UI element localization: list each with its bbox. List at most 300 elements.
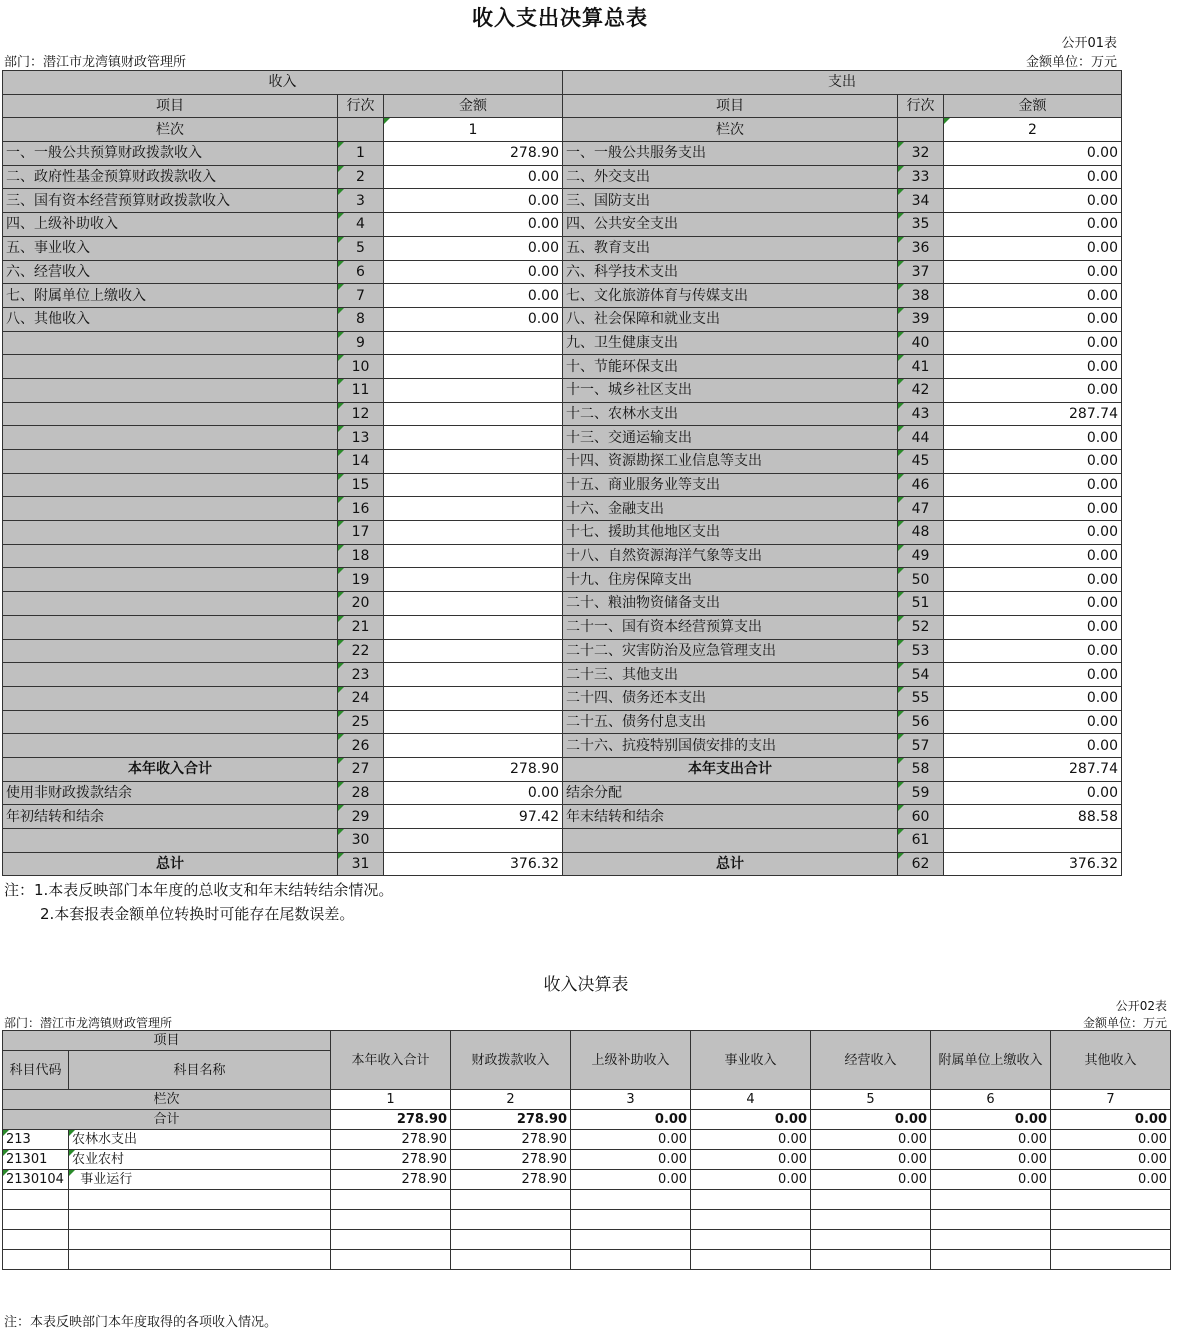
blank-cell: [571, 1230, 691, 1250]
expense-item: 四、公共安全支出: [563, 213, 898, 237]
sheet1-code: 公开01表: [1061, 36, 1117, 51]
expense-row-no: 33: [898, 165, 944, 189]
expense-amount: 0.00: [944, 615, 1122, 639]
sheet2-code: 公开02表: [1115, 999, 1167, 1013]
income-amount: 0.00: [384, 189, 563, 213]
income-row-no: 27: [338, 757, 384, 781]
income-amount: 278.90: [384, 757, 563, 781]
table-row: [3, 852, 1122, 876]
income-amount: [384, 686, 563, 710]
income-amount: [384, 473, 563, 497]
income-item: 使用非财政拨款结余: [3, 781, 338, 805]
income-table-col-header: 其他收入: [1051, 1031, 1171, 1090]
expense-item: 二十、粮油物资储备支出: [563, 592, 898, 616]
expense-item: 二十二、灾害防治及应急管理支出: [563, 639, 898, 663]
income-item: 四、上级补助收入: [3, 213, 338, 237]
income-table-col-header: 事业收入: [691, 1031, 811, 1090]
table-row: [3, 639, 1122, 663]
expense-amount: 0.00: [944, 639, 1122, 663]
blank-cell: [451, 1230, 571, 1250]
expense-amount: 0.00: [944, 568, 1122, 592]
table-row: [3, 1170, 1171, 1190]
sheet2-unit: 金额单位：万元: [1082, 1016, 1167, 1030]
income-value: 278.90: [451, 1150, 571, 1170]
expense-item: 结余分配: [563, 781, 898, 805]
income-row-no: 5: [338, 236, 384, 260]
income-value: 0.00: [931, 1170, 1051, 1190]
income-lanci-blank: [338, 118, 384, 142]
expense-row-no: 54: [898, 663, 944, 687]
income-amount: 0.00: [384, 307, 563, 331]
income-item: [3, 450, 338, 474]
subject-name-header: 科目名称: [69, 1051, 331, 1090]
expense-amount: 287.74: [944, 757, 1122, 781]
blank-cell: [571, 1190, 691, 1210]
table-row: [3, 781, 1122, 805]
expense-amount: 0.00: [944, 213, 1122, 237]
expense-row-no: 34: [898, 189, 944, 213]
expense-amount: 0.00: [944, 592, 1122, 616]
column-number: 1: [331, 1090, 451, 1110]
income-value: 0.00: [931, 1130, 1051, 1150]
income-row-no: 15: [338, 473, 384, 497]
expense-amount: [944, 829, 1122, 853]
blank-cell: [691, 1250, 811, 1270]
expense-amount: 376.32: [944, 852, 1122, 876]
blank-cell: [931, 1190, 1051, 1210]
expense-amount: 88.58: [944, 805, 1122, 829]
blank-cell: [691, 1230, 811, 1250]
blank-cell: [451, 1250, 571, 1270]
income-amount: 0.00: [384, 213, 563, 237]
income-row-no: 3: [338, 189, 384, 213]
expense-amount: 0.00: [944, 521, 1122, 545]
blank-cell: [811, 1210, 931, 1230]
expense-row-no: 51: [898, 592, 944, 616]
income-amount: 0.00: [384, 236, 563, 260]
total-value: 0.00: [931, 1110, 1051, 1130]
blank-cell: [1051, 1250, 1171, 1270]
income-value: 0.00: [1051, 1170, 1171, 1190]
total-label: 合计: [3, 1110, 331, 1130]
income-value: 278.90: [451, 1130, 571, 1150]
expense-item: 十二、农林水支出: [563, 402, 898, 426]
income-row-no: 8: [338, 307, 384, 331]
income-row-no: 18: [338, 544, 384, 568]
income-value: 0.00: [571, 1130, 691, 1150]
income-item: [3, 710, 338, 734]
income-item: 一、一般公共预算财政拨款收入: [3, 142, 338, 166]
blank-cell: [69, 1210, 331, 1230]
table-row: [3, 426, 1122, 450]
table-row: [3, 378, 1122, 402]
subject-name: 事业运行: [69, 1170, 331, 1190]
table-row: [3, 805, 1122, 829]
expense-item: 二十六、抗疫特别国债安排的支出: [563, 734, 898, 758]
column-number: 4: [691, 1090, 811, 1110]
lanci-row: [3, 1090, 1171, 1110]
expense-row-no: 45: [898, 450, 944, 474]
expense-amount: 0.00: [944, 781, 1122, 805]
expense-row-no: 55: [898, 686, 944, 710]
sheet2-dept: 部门：潜江市龙湾镇财政管理所: [4, 1016, 173, 1030]
income-item: [3, 544, 338, 568]
column-number: 3: [571, 1090, 691, 1110]
income-amount: 0.00: [384, 284, 563, 308]
expense-item: 本年支出合计: [563, 757, 898, 781]
blank-row: [3, 1230, 1171, 1250]
sheet1-title: 收入支出决算总表: [472, 6, 648, 30]
income-row-no: 6: [338, 260, 384, 284]
expense-item: 三、国防支出: [563, 189, 898, 213]
total-value: 278.90: [451, 1110, 571, 1130]
table-row: [3, 1130, 1171, 1150]
income-value: 0.00: [811, 1130, 931, 1150]
table-row: [3, 497, 1122, 521]
income-amount: [384, 663, 563, 687]
income-amount: 0.00: [384, 165, 563, 189]
total-value: 0.00: [811, 1110, 931, 1130]
income-amount: 376.32: [384, 852, 563, 876]
expense-row-no: 38: [898, 284, 944, 308]
expense-item: 十九、住房保障支出: [563, 568, 898, 592]
income-item: 六、经营收入: [3, 260, 338, 284]
table-row: [3, 592, 1122, 616]
blank-cell: [1051, 1210, 1171, 1230]
sheet1-note2: 2.本套报表金额单位转换时可能存在尾数误差。: [40, 905, 355, 923]
expense-row-header: 行次: [898, 94, 944, 118]
income-row-no: 7: [338, 284, 384, 308]
income-row-no: 28: [338, 781, 384, 805]
blank-cell: [931, 1210, 1051, 1230]
table-row: [3, 331, 1122, 355]
expense-lanci-blank: [898, 118, 944, 142]
income-value: 278.90: [331, 1170, 451, 1190]
total-value: 0.00: [691, 1110, 811, 1130]
expense-amount: 0.00: [944, 497, 1122, 521]
expense-row-no: 50: [898, 568, 944, 592]
income-amount: [384, 568, 563, 592]
expense-amount: 0.00: [944, 450, 1122, 474]
table-row: [3, 686, 1122, 710]
expense-row-no: 49: [898, 544, 944, 568]
income-item: 八、其他收入: [3, 307, 338, 331]
income-table-col-header: 经营收入: [811, 1031, 931, 1090]
subject-code: 213: [3, 1130, 69, 1150]
income-item: [3, 592, 338, 616]
expense-amount: 0.00: [944, 734, 1122, 758]
income-item: 本年收入合计: [3, 757, 338, 781]
blank-cell: [451, 1190, 571, 1210]
income-item: [3, 497, 338, 521]
income-item: [3, 521, 338, 545]
income-header: 收入: [3, 71, 563, 95]
income-row-no: 14: [338, 450, 384, 474]
expense-header: 支出: [563, 71, 1122, 95]
expense-col-num: 2: [944, 118, 1122, 142]
income-item: [3, 473, 338, 497]
income-table: [2, 1030, 1171, 1270]
subject-code: 2130104: [3, 1170, 69, 1190]
income-amount: [384, 710, 563, 734]
income-row-no: 9: [338, 331, 384, 355]
expense-item: 十五、商业服务业等支出: [563, 473, 898, 497]
income-item: [3, 686, 338, 710]
total-row: [3, 1110, 1171, 1130]
blank-cell: [931, 1250, 1051, 1270]
table-row: [3, 165, 1122, 189]
expense-row-no: 53: [898, 639, 944, 663]
expense-amount: 0.00: [944, 473, 1122, 497]
table-row: [3, 829, 1122, 853]
income-amount: [384, 450, 563, 474]
expense-amount: 0.00: [944, 426, 1122, 450]
table-row: [3, 260, 1122, 284]
income-value: 0.00: [691, 1170, 811, 1190]
income-table-col-header: 本年收入合计: [331, 1031, 451, 1090]
table-row: [3, 355, 1122, 379]
blank-cell: [811, 1250, 931, 1270]
income-value: 0.00: [1051, 1150, 1171, 1170]
expense-amount: 0.00: [944, 710, 1122, 734]
expense-item: 十七、援助其他地区支出: [563, 521, 898, 545]
subject-name: 农业农村: [69, 1150, 331, 1170]
blank-cell: [69, 1230, 331, 1250]
expense-item: 一、一般公共服务支出: [563, 142, 898, 166]
expense-item: 十一、城乡社区支出: [563, 378, 898, 402]
column-number: 5: [811, 1090, 931, 1110]
expense-amount: 0.00: [944, 378, 1122, 402]
income-item: [3, 663, 338, 687]
income-value: 0.00: [931, 1150, 1051, 1170]
income-row-no: 2: [338, 165, 384, 189]
sheet1-note1: 注：1.本表反映部门本年度的总收支和年末结转结余情况。: [4, 881, 394, 899]
income-table-col-header: 财政拨款收入: [451, 1031, 571, 1090]
income-item: 二、政府性基金预算财政拨款收入: [3, 165, 338, 189]
income-row-no: 10: [338, 355, 384, 379]
income-value: 278.90: [331, 1130, 451, 1150]
income-item: [3, 378, 338, 402]
expense-amount: 0.00: [944, 544, 1122, 568]
income-row-header: 行次: [338, 94, 384, 118]
expense-item: 十六、金融支出: [563, 497, 898, 521]
table-row: [3, 663, 1122, 687]
expense-amount: 0.00: [944, 165, 1122, 189]
income-amount: 0.00: [384, 781, 563, 805]
expense-row-no: 56: [898, 710, 944, 734]
income-amount: 278.90: [384, 142, 563, 166]
income-item: 三、国有资本经营预算财政拨款收入: [3, 189, 338, 213]
expense-row-no: 32: [898, 142, 944, 166]
income-value: 0.00: [811, 1170, 931, 1190]
income-value: 0.00: [811, 1150, 931, 1170]
expense-item: 二、外交支出: [563, 165, 898, 189]
table-row: [3, 521, 1122, 545]
income-value: 0.00: [691, 1130, 811, 1150]
income-row-no: 30: [338, 829, 384, 853]
income-amount: [384, 829, 563, 853]
income-value: 0.00: [1051, 1130, 1171, 1150]
expense-row-no: 44: [898, 426, 944, 450]
expense-item: 十、节能环保支出: [563, 355, 898, 379]
expense-row-no: 41: [898, 355, 944, 379]
blank-cell: [451, 1210, 571, 1230]
expense-row-no: 57: [898, 734, 944, 758]
expense-item: 年末结转和结余: [563, 805, 898, 829]
total-value: 0.00: [571, 1110, 691, 1130]
column-number: 6: [931, 1090, 1051, 1110]
income-value: 278.90: [451, 1170, 571, 1190]
income-row-no: 13: [338, 426, 384, 450]
income-value: 0.00: [571, 1150, 691, 1170]
income-amount: [384, 402, 563, 426]
income-amount: [384, 734, 563, 758]
expense-row-no: 43: [898, 402, 944, 426]
expense-amount: 0.00: [944, 142, 1122, 166]
expense-row-no: 35: [898, 213, 944, 237]
expense-amount: 287.74: [944, 402, 1122, 426]
income-row-no: 22: [338, 639, 384, 663]
income-item: [3, 639, 338, 663]
expense-row-no: 40: [898, 331, 944, 355]
income-amount: [384, 378, 563, 402]
blank-cell: [331, 1190, 451, 1210]
expense-item: 二十三、其他支出: [563, 663, 898, 687]
income-amount: [384, 639, 563, 663]
income-item: [3, 568, 338, 592]
blank-cell: [1051, 1190, 1171, 1210]
income-item: 总计: [3, 852, 338, 876]
column-number: 2: [451, 1090, 571, 1110]
income-row-no: 23: [338, 663, 384, 687]
table-row: [3, 615, 1122, 639]
income-row-no: 4: [338, 213, 384, 237]
blank-cell: [331, 1250, 451, 1270]
income-item-header: 项目: [3, 94, 338, 118]
table-row: [3, 402, 1122, 426]
total-value: 0.00: [1051, 1110, 1171, 1130]
expense-item: 十八、自然资源海洋气象等支出: [563, 544, 898, 568]
expense-amount: 0.00: [944, 236, 1122, 260]
table-row: [3, 710, 1122, 734]
blank-row: [3, 1190, 1171, 1210]
expense-amount-header: 金额: [944, 94, 1122, 118]
blank-cell: [571, 1250, 691, 1270]
income-item: [3, 426, 338, 450]
income-col-num: 1: [384, 118, 563, 142]
sheet2-note: 注：本表反映部门本年度取得的各项收入情况。: [4, 1315, 278, 1330]
income-row-no: 19: [338, 568, 384, 592]
blank-cell: [69, 1190, 331, 1210]
expense-row-no: 36: [898, 236, 944, 260]
income-value: 278.90: [331, 1150, 451, 1170]
expense-row-no: 58: [898, 757, 944, 781]
income-row-no: 20: [338, 592, 384, 616]
expense-item: 八、社会保障和就业支出: [563, 307, 898, 331]
income-item: [3, 734, 338, 758]
sheet1-dept: 部门：潜江市龙湾镇财政管理所: [4, 55, 187, 70]
table-row: [3, 568, 1122, 592]
expense-item: 六、科学技术支出: [563, 260, 898, 284]
expense-row-no: 59: [898, 781, 944, 805]
income-final-account-sheet: [0, 966, 1187, 1333]
expense-row-no: 60: [898, 805, 944, 829]
expense-item: 九、卫生健康支出: [563, 331, 898, 355]
income-amount: [384, 497, 563, 521]
expense-item: 二十四、债务还本支出: [563, 686, 898, 710]
table-row: [3, 757, 1122, 781]
blank-cell: [69, 1250, 331, 1270]
expense-item: 二十五、债务付息支出: [563, 710, 898, 734]
summary-table: [2, 70, 1122, 876]
sheet1-unit: 金额单位：万元: [1025, 55, 1117, 70]
blank-cell: [1051, 1230, 1171, 1250]
income-amount: [384, 331, 563, 355]
income-item: 五、事业收入: [3, 236, 338, 260]
subject-code: 21301: [3, 1150, 69, 1170]
income-amount: [384, 544, 563, 568]
expense-row-no: 39: [898, 307, 944, 331]
expense-item: 十四、资源勘探工业信息等支出: [563, 450, 898, 474]
income-item: [3, 829, 338, 853]
income-table-item-header: 项目: [3, 1031, 331, 1051]
subject-name: 农林水支出: [69, 1130, 331, 1150]
table-row: [3, 307, 1122, 331]
blank-cell: [331, 1210, 451, 1230]
subject-code-header: 科目代码: [3, 1051, 69, 1090]
table-row: [3, 142, 1122, 166]
blank-cell: [691, 1210, 811, 1230]
income-amount: [384, 426, 563, 450]
table-row: [3, 189, 1122, 213]
expense-amount: 0.00: [944, 189, 1122, 213]
income-row-no: 11: [338, 378, 384, 402]
income-row-no: 24: [338, 686, 384, 710]
income-value: 0.00: [691, 1150, 811, 1170]
income-row-no: 26: [338, 734, 384, 758]
income-row-no: 17: [338, 521, 384, 545]
income-row-no: 25: [338, 710, 384, 734]
table-row: [3, 450, 1122, 474]
blank-row: [3, 1210, 1171, 1230]
table-row: [3, 284, 1122, 308]
income-item: [3, 402, 338, 426]
expense-item: 七、文化旅游体育与传媒支出: [563, 284, 898, 308]
income-table-col-header: 上级补助收入: [571, 1031, 691, 1090]
income-table-col-header: 附属单位上缴收入: [931, 1031, 1051, 1090]
expense-amount: 0.00: [944, 307, 1122, 331]
income-item: [3, 331, 338, 355]
expense-amount: 0.00: [944, 284, 1122, 308]
expense-amount: 0.00: [944, 260, 1122, 284]
expense-row-no: 47: [898, 497, 944, 521]
expense-item: 五、教育支出: [563, 236, 898, 260]
income-amount: [384, 592, 563, 616]
table-row: [3, 236, 1122, 260]
income-amount: [384, 355, 563, 379]
blank-cell: [3, 1230, 69, 1250]
income-value: 0.00: [571, 1170, 691, 1190]
income-row-no: 16: [338, 497, 384, 521]
expense-amount: 0.00: [944, 355, 1122, 379]
expense-row-no: 62: [898, 852, 944, 876]
income-row-no: 12: [338, 402, 384, 426]
blank-cell: [3, 1190, 69, 1210]
blank-cell: [571, 1210, 691, 1230]
table-row: [3, 213, 1122, 237]
expense-item: 十三、交通运输支出: [563, 426, 898, 450]
blank-cell: [3, 1210, 69, 1230]
